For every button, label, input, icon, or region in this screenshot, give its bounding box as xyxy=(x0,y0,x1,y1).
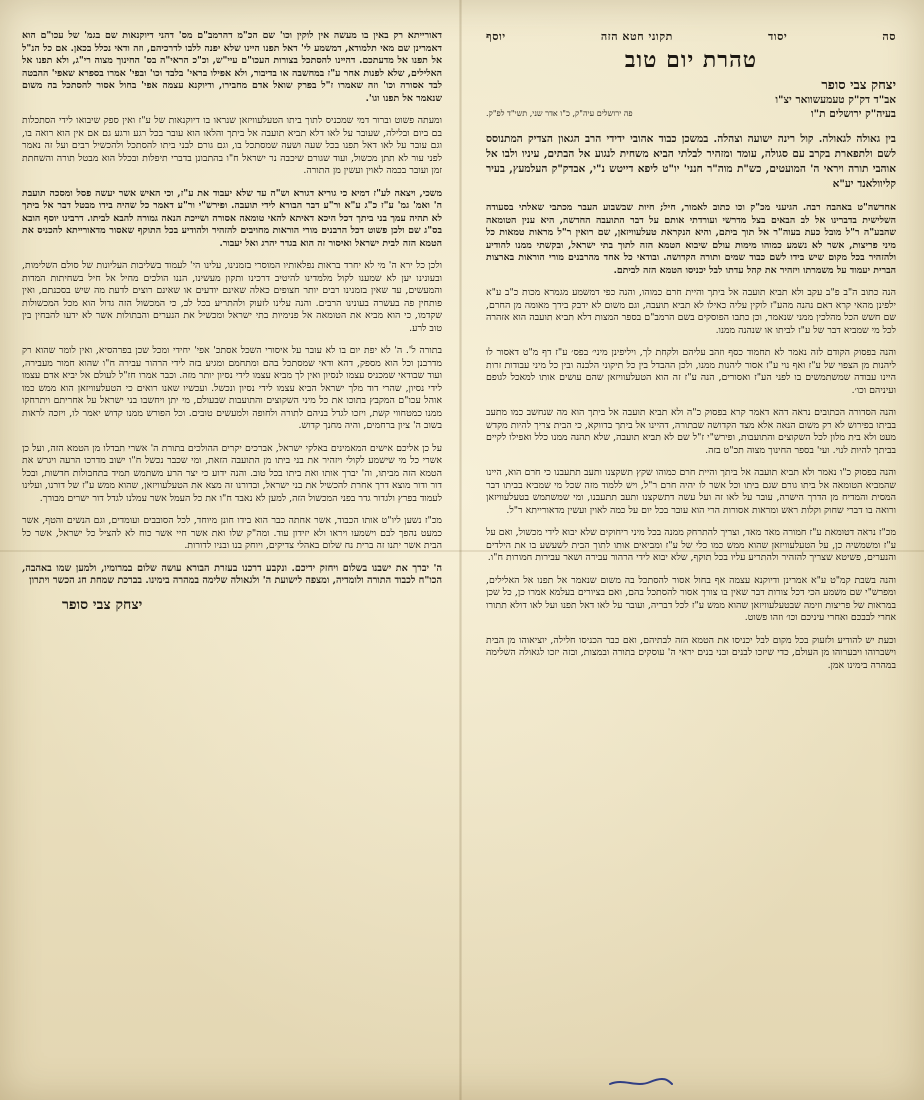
right-paragraph-3: והנה בפסוק הקודם לזה נאמר לא תחמוד כסף וזהב עליהם ולקחת לך, ויליפינן מיני׳ בפס׳ ע"ז דף מ"ט דאסור לו ליהנות מן הצפוי של ע"ז ואף נוי ע"ז אסור ליהנות ממנו, ולכן ההבדל בין כל תיקוני הלבנה ובין כל מיני עבודות זרות היינו עבודה שמשתמשים בו לפני הע"ז ואסורים, הנה ע"ז זה הוא הטעלעוויזאן שהם עושים אותו למאכל לגופם ועיניהם וכו׳. xyxy=(486,347,896,396)
page-header xyxy=(486,30,896,43)
left-column xyxy=(22,30,442,1070)
signature: יצחק צבי סופר xyxy=(62,597,143,614)
left-paragraph-5: בתורה ל'. ה' לא יפת יום בו לא עובר על איסורי השכל אסתכ' אפי' יחידי ומכל שכן בפרהסיא, ואין לומר שהוא רק מדרבנן וכל הוא מספק, דהא ודאי שמסתכל בהם ומתחמם ומגיע בזה לידי הרהור עבירה ח"ו שהוא חמור מעבירה, ועוד שבודאי שמכניס עצמו לנסיון ואין לך מביא עצמו לידי נסיון יותר מזה. וכבר אמרו חז"ל לעולם אל יביא אדם עצמו לידי נסיון, שהרי דוד מלך ישראל הביא עצמו לידי נסיון ונכשל. ועכשיו שאנו רואים כי הטעלעוויזאן הוא ממש כמו אוהל עכו"ם המקבץ בתוכו את כל מיני השקוצים והתועבות שבעולם, מי יתן ויחשבו בני ישראל על אחריתם ויתרחקו ממנו כמטחווי קשת, ויזכו לגדל בניהם לתורה ולחופה ולמעשים טובים. וכל הפורש ממנו קדוש יאמר לו, ויזכה לראות בשוב ה' ציון ברחמים, והיה מחנך קדוש. xyxy=(22,345,442,431)
author-title-line1: אב"ד דק"ק טעמעשוואר יצ"ו xyxy=(775,94,896,106)
right-paragraph-4: והנה הסדורה הכתובים נראה דהא דאמר קרא בפסוק כ"ה ולא תביא תועבה אל ביתך הוא מה שנחשב כמו מתעב בביתו בפירוש לא רק משום הנאה אלא מצד הקדושה שבתורה, דהיינו אל ביתך בדווקא, כי הבית צריך להיות מקדש מעט ולא בית מלון לכל השקוצים והתועבות, ופירש"י ז"ל שם לא תביא תועבה, שלא תהנה ממנו כלל ואפילו לקיים בביתך להיות לנוי. ועי' בספר החינוך מצוה תכ"ט בזה. xyxy=(486,407,896,456)
right-column xyxy=(486,30,896,1070)
author-name: יצחק צבי סופר xyxy=(821,78,896,93)
left-paragraph-1: דאורייתא רק באין בו מעשה אין לוקין וכו' שם הכ"מ דהרמב"ם מס' דהני דיוקנאות שם בגמ' של עכו"ם הוא דאמרינן שם מאי תלמודא, דמשמע לי' דאל תפנו היינו שלא יפנה ללבו לדרכיהם, וזה ודאי נכלל בכאן. אם כל הנ"ל אל תפנו אל מדעתכם. דהיינו להסתכל בצורות העכו"ם עיי"ש, וכ"כ הראי"ה בס' החינוך מצוה רי"ג, ולא תפנו אל האלילים, שלא לפנות אחר ע"ז במחשבה או בדיבור, ולא אפילו בראי' בלבד וכו' ובפי' אמרו בספרא שאפי' ההבטה לבד אסורה וכו' וזה שאמרו ז"ל בפרק שואל אדם מחבירו, ודיוקנא עצמה אפי' בחול אסור להסתכל בה משום שנאמר אל תפנו וגו'. xyxy=(22,30,442,104)
right-paragraph-5: והנה בפסוק כ"ו נאמר ולא תביא תועבה אל ביתך והיית חרם כמוהו שקץ תשקצנו ותעב תתעבנו כי חרם הוא, היינו שהמביא הטומאה אל ביתו גורם שגם ביתו וכל אשר לו יהיה חרם ר"ל, ויש ללמוד מזה שכל מי שמביא בביתו דבר המסית והמדיח מן הדרך הישרה, עובר על לאו זה ועל עשה דתשקצנו ותעב תתעבנו, ומי שמשתמש בטעלעוויזאן ורואה בו דברי שחוק וקלות ראש ומראות אסורות הרי הוא עובר בכל יום על כמה לאוין ועשין מדאורייתא ר"ל. xyxy=(486,467,896,516)
left-paragraph-7: מכ"ז נשען ליו"ט אותו הכבוד, אשר אחתה כבר הוא בידו חונן מיוחד, לכל הסובבים ועומדים, וגם הנשים והטף, אשר כמעט נהפך לבם וישמעו ויראו ולא יזידון עוד. ומה"ק שלו ואת אשר חיי אשר כוח לא להציל כל ישראל, אשר כל הבית אשר יתנו זה ברית נח שלום באהלי צדיקים, ויוחק בנו ובניו לדורות. xyxy=(22,515,442,551)
right-paragraph-6: מכ"ז נראה דטומאת ע"ז חמורה מאד מאד, וצריך להתרחק ממנה בכל מיני ריחוקים שלא יבוא לידי מכשול, ואם על ע"ז ומשמשיה כן, על הטעלעוויזאן שהוא ממש כמו כלי של ע"ז ומביאים אותו לתוך הבית לשעשע בו את הילדים והנערים, פשיטא שצריך להזהיר ולהתריע עליו בכל תוקף, שלא יבוא לידי הרהור עבירה ושאר עבירות חמורות ח"ו. xyxy=(486,527,896,563)
right-paragraph-1: אחדשה"ט באהבה רבה. הגיעני מכ"ק וכו כתוב לאמור, חיל; חיות שבשבוע העבר מכתבי שאלתי בסעודה השלישית בדברינו אל לב הבאים בצל מדרשי ועורדתי אותם על דבר התועבה החדשה, היא ענין הטומאה שהבע"ה ר"ל מובל כעת בעוה"ר אל תוך ביתם, והיא הנקראת טעלעוויזאן, שם רואין ר"ל מראות טמאות כל מיני פריצות, אשר לא נשמע כמוהו מימות עולם שיבוא הטמא הזה לתוך בתי ישראל, ובקשתי ממנו להודיע ולהזהיר בכל מקום שיש בידו לשם כבוד שמים ותורה הקדושה. ובודאי כל אחד מהרבנים מורי הוראות בארצות הברית יעמוד על משמרתו ויזהיר את קהל עדתו לבל יכניסו הטמא הזה לביתם. xyxy=(486,202,896,276)
location-date-line: פה ירושלים עיה"ק, כ"ו אדר שני, תשי"ד לפ"ק. xyxy=(486,109,633,118)
ink-pen-mark xyxy=(606,1072,676,1092)
header-tikunei: תקוני חטא הזה xyxy=(600,30,673,43)
left-paragraph-6: על כן אליכם אישים המאמינים באלקי ישראל, אברכים יקרים ההולכים בתורת ה' אשרי תבדלו מן הטמא הזה, ועל כן אשרי כל מי שישמע לקולי ויזהיר את בני ביתו מן התועבה הזאת, ומי שכבר נכשל ח"ו ישוב מדרכו הרעה ויגרש את הטמא הזה מביתו, וה' יברך אותו ואת ביתו בכל טוב. והנה ידוע כי יצר הרע משתמש תמיד בתחבולות חדשות, ובכל דור ודור מוצא דרך אחרת להכשיל את בני ישראל, ובדורנו זה מצא את הטעלעוויזאן, שהוא ממש ע"ז של דורנו, ועלינו לעמוד בפרץ ולגדור גדר בפני המכשול הזה, למען לא נאבד ח"ו את כל העמל אשר עמלנו לגדל דור ישרים מבורך. xyxy=(22,442,442,504)
header-yesod: יסוד xyxy=(767,30,788,43)
left-paragraph-3: משכי, ויצאה לע"ז דמיא כי גוריא דגורא וש"ה עד שלא יעבוד את ע"ז, וכי האיש אשר יעשה פסל ומסכה תועבת ה' ואמ' גמ' ע"ז כ"ג ע"א ור"ע דבר הבורא לידי תועבה. ופירש"י ור"ע דאמר כל שהיה בידו מבטל דבר אל ביתך לא תהיה עמך בני ביתך דכל היכא דאיתא להאי טומאה אסורה ושייכת הנאה גמורה להבא לביתו. דרבינו יוסף הובא בס"ג שם ולכן פשוט דכל הרבנים מורי הוראות מחויבים להזהיר ולהודיע בכל התוקף שאסור מדאורייתא להכניס את הטמא הזה לבית ישראל ואיסור זה הוא בגדר יהרג ואל יעבור. xyxy=(22,187,442,249)
left-paragraph-4: ולכן כל ירא ה' מי לא יחרד בראות נפלאותיו המוסרי בזמנינו, עלינו הי' לעמוד בשליבות העליונות של סולם השלימות, ובעונינו יען לא שמענו לקול מלמדינו להיטיב דרכינו ותקון מעשינו, הננו הולכים מחיל אל חיל בשחיתות המדות והמעשים, עד שאין בזמנינו רבים יותר חצופים כאלה שאינם יודעים או שאינם רוצים לדעת מה שיש בסכנתם, ואין פותחין פה בעשרה בעונינו הרבים. והנה עלינו לזעוק ולהתריע בכל לב, כי המכשול הזה גדול הוא מכל המכשולות שקדמו, כי הוא מביא את הטומאה אל פנימיות בתי ישראל ומכשיל את הנערים והבתולות אשר לא ידעו להבחין בין טוב לרע. xyxy=(22,260,442,334)
right-paragraph-7: והנה בשבת קמ"ט ע"א אמרינן ודיוקנא עצמה אף בחול אסור להסתכל בה משום שנאמר אל תפנו אל האלילים, ומפרש"י שם משמע הכי דכל צורות דבר שאין בו צורך אסור להסתכל בהם, ואם בציורים בעלמא אמרו כן, כל שכן במראות של פריצות וזימה שבטעלעוויזאן שהוא ממש ע"ז לכל דבריה, ועובר על לאו דאל תפנו ועל לאו דולא תתורו אחרי לבבכם ואחרי עיניכם וכו׳ וזהו פשוט. xyxy=(486,574,896,623)
right-paragraph-2: הנה כתוב ה"ב פ"ב עקב ולא תביא תועבה אל ביתך והיית חרם כמוהו, והנה כפי דמשמע מגמרא מכות כ"ב ע"א ילפינן מהאי קרא דאם נהנה מהע"ז לוקין עליה כאילו לא תביא תועבה, וגם משום לא ידבק בידך מאומה מן החרם, שם חשש הכל מהלכין ממני שנאמר, וכן כתבו הפוסקים בשם הרמב"ם בספר המצות דלא תביא תועבה הוא אזהרה לכל מי שמביא דבר של ע"ז לביתו או שנהנה ממנו. xyxy=(486,287,896,336)
document-title: טהרת יום טוב xyxy=(624,47,758,73)
author-title-line2: בעיה"ק ירושלים ת"ו xyxy=(810,108,896,120)
header-yosef: יוסף xyxy=(486,30,506,43)
left-paragraph-2: ומעתה פשוט וברור דמי שמכניס לתוך ביתו הטעלעוויזאן שנראו בו דיוקנאות של ע"ז ואין ספק שיבואו לידי הסתכלות בם ביום ובלילה, שעובר על לאו דלא תביא תועבה אל ביתך והלאו הוא עובר בכל רגע ורגע גם אם אין הוא רואה בו, וגם עובר על לאו דאל תפנו בכל שעה ושעה שמסתכל בו, וגם גורם לבני ביתו להסתכל ולהכשיל רבים ועל זה נאמר לפני עור לא תתן מכשול, ועוד שגורם שיכבה נר ישראל ח"ו בהתבונן בדברי תיפלות ובכלל הוא מבטל תורה והשחתת זמן ועובר בכמה לאוין ועשין מן התורה. xyxy=(22,115,442,176)
closing-blessing: ה' יברך את ישבנו בשלום ויחזק ידיכם. ונקבע דרכנו בעזרת הבורא עושה שלום במרומיו, ולמען שמו באהבה, הכו"ח לכבוד התורה ולומדיה, ומצפה לישועת ה' ולגאולה שלימה במהרה בימינו. בברכת שמחת חג הכשר ויתרון xyxy=(22,562,442,586)
letter-opening: בין גאולה לגאולה. קול רינה ישועה וצהלה. במשכן כבוד אהובי ידידי הרב הגאון הצדיק המתנוסס לשם ולתפארת בקרב עם סגולה, עומד ומזהיר לבלתי הביא משחית לנגוע אל הבתים, עיניו ולבו אל אוהבי תורה ויראי ה' המועטים, כש"ת מוה"ר חנני' יו"ט ליפא דייטש נ"י, אבדק"ק העלמעץ, בעיר קליוולאנד יע"א xyxy=(486,133,896,190)
page-number: סה xyxy=(882,30,896,43)
right-paragraph-8: וכעת יש להודיע ולזעוק בכל מקום לבל יכניסו את הטמא הזה לבתיהם, ואם כבר הכניסו חלילה, יוציאוהו מן הבית וישברוהו ויבערוהו מן העולם, כדי שיזכו לבנים ובני בנים יראי ה' עוסקים בתורה ובמצות, ובזה יזכו לגאולה השלימה במהרה בימינו אמן. xyxy=(486,634,896,671)
